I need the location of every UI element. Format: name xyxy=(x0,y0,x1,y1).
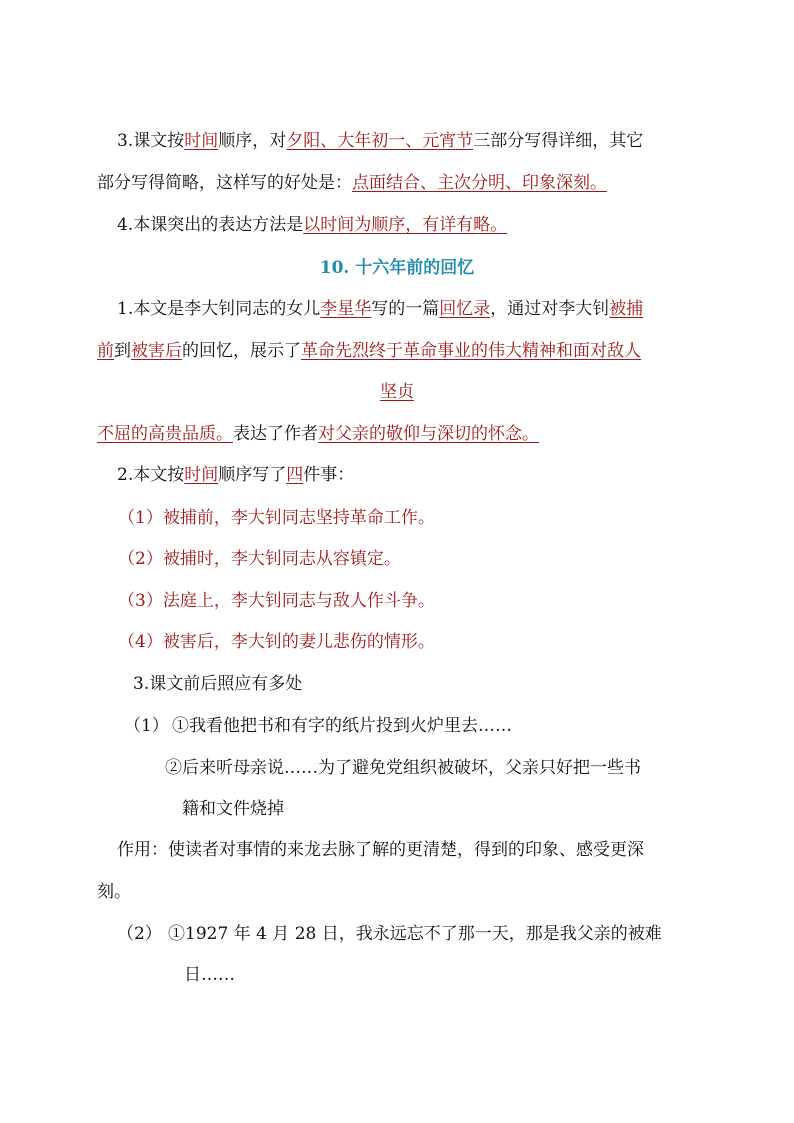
item-number: 3. xyxy=(117,131,134,151)
event-item: （2）被捕时，李大钊同志从容镇定。 xyxy=(118,549,401,569)
group-label: （2） xyxy=(117,924,162,944)
quote-line: ①我看他把书和有字的纸片投到火炉里去…… xyxy=(172,716,512,736)
blank-answer: 回忆录 xyxy=(439,299,491,319)
paragraph-line: 1.本文是李大钊同志的女儿李星华写的一篇回忆录，通过对李大钊被捕 xyxy=(117,299,644,319)
effect-line: 作用：使读者对事情的来龙去脉了解的更清楚，得到的印象、感受更深 xyxy=(117,840,644,860)
blank-answer: 时间 xyxy=(184,131,219,151)
section-title: 10. 十六年前的回忆 xyxy=(319,258,475,278)
event-item: （4）被害后，李大钊的妻儿悲伤的情形。 xyxy=(118,632,435,652)
blank-answer: 坚贞 xyxy=(380,382,414,402)
item-number: 1. xyxy=(117,299,134,319)
blank-answer: 四 xyxy=(286,465,304,485)
paragraph-line: 前到被害后的回忆，展示了革命先烈终于革命事业的伟大精神和面对敌人 xyxy=(97,341,641,361)
paragraph-line: 2.本文按时间顺序写了四件事： xyxy=(117,465,355,485)
paragraph-line: 部分写得简略，这样写的好处是：点面结合、主次分明、印象深刻。 xyxy=(97,173,607,193)
blank-answer: 点面结合、主次分明、印象深刻。 xyxy=(352,173,607,193)
blank-answer: 被捕 xyxy=(609,299,644,319)
blank-answer: 前 xyxy=(97,341,114,361)
paragraph-line: 3.课文按时间顺序，对夕阳、大年初一、元宵节三部分写得详细，其它 xyxy=(117,131,644,151)
event-item: （1）被捕前，李大钊同志坚持革命工作。 xyxy=(118,508,435,528)
paragraph-heading: 3.课文前后照应有多处 xyxy=(133,674,303,694)
blank-answer: 对父亲的敬仰与深切的怀念。 xyxy=(318,424,539,444)
paragraph-line: 不屈的高贵品质。表达了作者对父亲的敬仰与深切的怀念。 xyxy=(97,424,539,444)
blank-answer: 被害后 xyxy=(131,341,182,361)
quote-line: 日…… xyxy=(184,965,235,985)
paragraph-line xyxy=(0,380,794,404)
effect-line: 刻。 xyxy=(97,882,131,902)
quote-line: ①1927 年 4 月 28 日，我永远忘不了那一天，那是我父亲的被难 xyxy=(168,924,662,944)
blank-answer: 不屈的高贵品质。 xyxy=(97,424,233,444)
event-item: （3）法庭上，李大钊同志与敌人作斗争。 xyxy=(118,591,435,611)
item-number: 2. xyxy=(117,465,134,485)
item-number: 4. xyxy=(117,215,134,235)
quote-line: 籍和文件烧掉 xyxy=(182,799,284,819)
blank-answer: 李星华 xyxy=(320,299,372,319)
blank-answer: 以时间为顺序，有详有略。 xyxy=(303,215,508,235)
quote-line: ②后来听母亲说……为了避免党组织被破坏，父亲只好把一些书 xyxy=(165,758,641,778)
blank-answer: 时间 xyxy=(184,465,219,485)
paragraph-line: 4.本课突出的表达方法是以时间为顺序，有详有略。 xyxy=(117,215,508,235)
blank-answer: 夕阳、大年初一、元宵节 xyxy=(286,131,474,151)
blank-answer: 革命先烈终于革命事业的伟大精神和面对敌人 xyxy=(301,341,641,361)
group-label: （1） xyxy=(124,716,169,736)
